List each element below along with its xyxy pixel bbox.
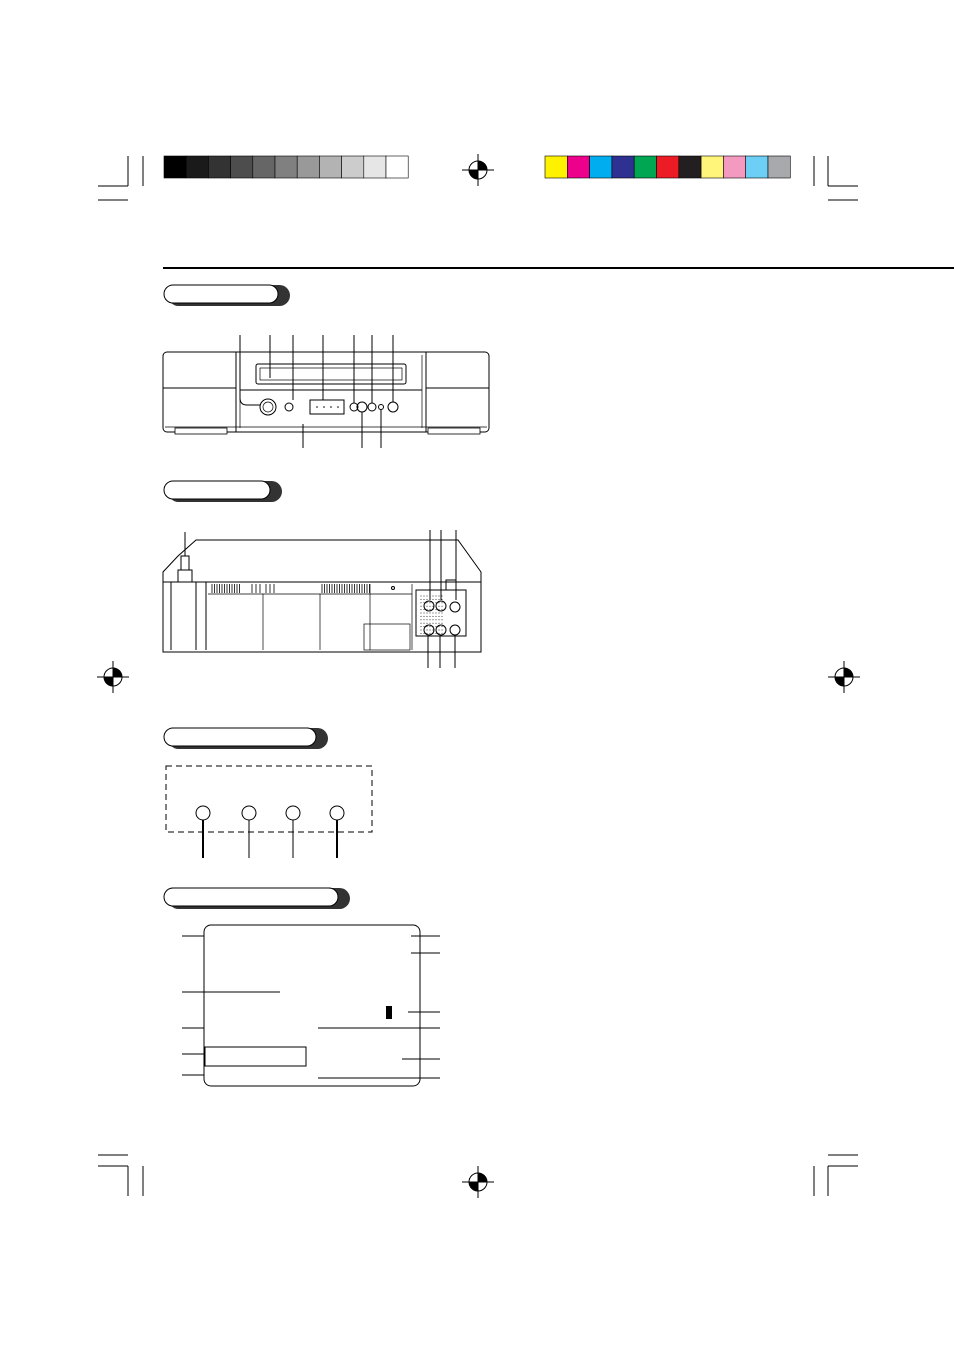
- color-swatch-5: [657, 156, 679, 178]
- gray-swatch-1: [186, 156, 208, 178]
- section-tab-front: [164, 285, 290, 306]
- gray-swatch-2: [208, 156, 230, 178]
- color-swatch-7: [701, 156, 723, 178]
- grayscale-calibration-bar: [164, 156, 408, 178]
- section-tab-display: [164, 888, 350, 909]
- color-swatch-8: [723, 156, 745, 178]
- registration-mark-bottom: [462, 1166, 494, 1198]
- color-calibration-bar: [545, 156, 790, 178]
- color-swatch-9: [746, 156, 768, 178]
- color-swatch-3: [612, 156, 634, 178]
- gray-swatch-6: [297, 156, 319, 178]
- rear-vents: [212, 584, 443, 634]
- gray-swatch-8: [342, 156, 364, 178]
- section-tab-rear: [164, 481, 282, 502]
- gray-swatch-4: [253, 156, 275, 178]
- on-screen-display-diagram: [182, 925, 440, 1086]
- vcr-rear-panel-diagram: [163, 530, 481, 668]
- crop-marks: [98, 156, 858, 1196]
- section-tab-remote: [164, 728, 328, 749]
- color-swatch-6: [679, 156, 701, 178]
- color-swatch-2: [590, 156, 612, 178]
- gray-swatch-7: [319, 156, 341, 178]
- registration-mark-left: [97, 661, 129, 693]
- gray-swatch-10: [386, 156, 408, 178]
- vcr-front-panel-diagram: [163, 335, 489, 448]
- gray-swatch-9: [364, 156, 386, 178]
- gray-swatch-3: [231, 156, 253, 178]
- color-swatch-10: [768, 156, 790, 178]
- remote-buttons-diagram: [166, 766, 372, 858]
- color-swatch-1: [567, 156, 589, 178]
- gray-swatch-5: [275, 156, 297, 178]
- color-swatch-0: [545, 156, 567, 178]
- color-swatch-4: [634, 156, 656, 178]
- registration-mark-top: [462, 154, 494, 186]
- gray-swatch-0: [164, 156, 186, 178]
- registration-mark-right: [828, 661, 860, 693]
